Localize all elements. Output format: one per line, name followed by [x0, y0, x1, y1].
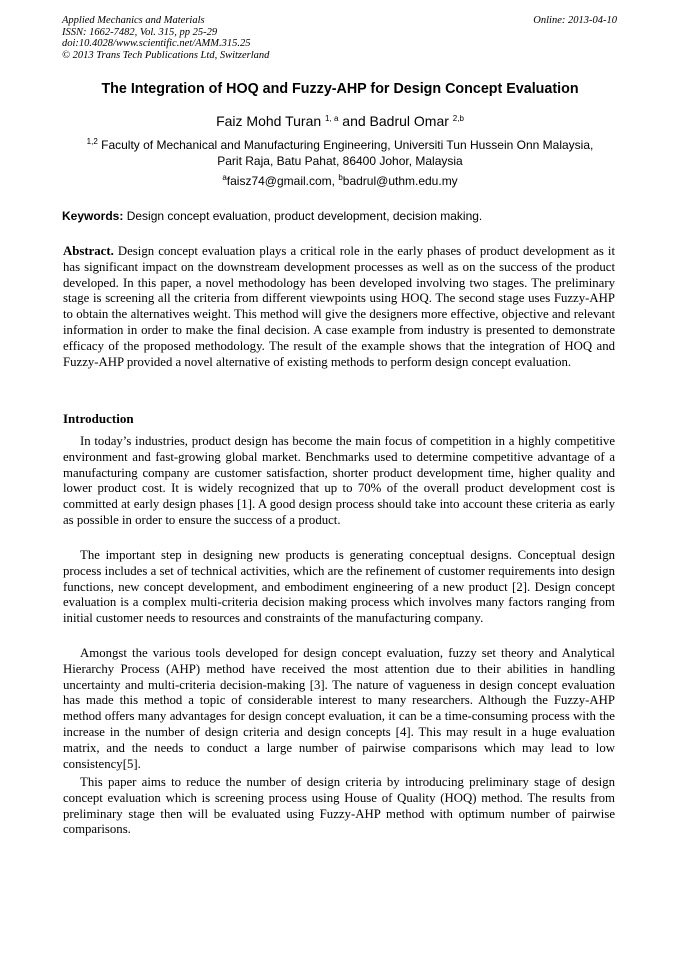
author-name: Badrul Omar [369, 113, 449, 129]
affiliation-line: Faculty of Mechanical and Manufacturing Engineering, Universiti Tun Hussein Onn Malaysia, [101, 138, 594, 152]
email-superscript: a [222, 173, 227, 182]
issn-line: ISSN: 1662-7482, Vol. 315, pp 25-29 [62, 26, 218, 38]
author-name: Faiz Mohd Turan [216, 113, 322, 129]
abstract-text: Design concept evaluation plays a critical role in the early phases of product development as it has significant impact on the downstream development processes as well as on the success of the product developed. In this paper, a novel methodology has been developed involving two stages. The preliminary stage is screening all the criteria from different viewpoints using HOQ. The second stage uses Fuzzy-AHP to obtain the alternatives weight. This method will give the designers more effective, objective and relevant information in order to make the final decision. A case example from industry is presented to demonstrate efficacy of the proposed methodology. The result of the example shows that the integration of HOQ and Fuzzy-AHP provided a novel alternative of existing methods to perform design concept evaluation. [63, 244, 616, 369]
journal-header [62, 15, 617, 61]
body-paragraph: Amongst the various tools developed for design concept evaluation, fuzzy set theory and Analytical Hierarchy Process (AHP) method have received the most attention due to their abilities in handling uncertainty and multi-criteria decision-making [3]. The nature of vagueness in design concept evaluation has made this method a topic of considerable interest to many researchers. Although the Fuzzy-AHP method offers many advantages for design concept evaluation, it can be a time-consuming process with the increase in the number of design criteria and design concepts [4]. This may result in a huge evaluation matrix, and the needs to conduct a large number of pairwise comparisons which may lead to low consistency[5]. [63, 646, 615, 771]
online-date: Online: 2013-04-10 [533, 15, 617, 26]
body-paragraph: The important step in designing new products is generating conceptual designs. Conceptual design process includes a set of technical activities, which are the refinement of customer requirements into design functions, new concept development, and embodiment engineering of a new product [2]. Design concept evaluation is a complex multi-criteria decision making process which involves many factors ranging from initial customer needs to resources and constraints of the manufacturing company. [63, 548, 615, 626]
section-heading-introduction: Introduction [63, 411, 134, 426]
doi-line: doi:10.4028/www.scientific.net/AMM.315.25 [62, 38, 251, 49]
author-superscript: 1, a [325, 114, 339, 123]
abstract-label: Abstract. [63, 244, 114, 258]
keywords-text: Design concept evaluation, product development, decision making. [126, 209, 483, 223]
keywords-label: Keywords: [62, 209, 124, 223]
paper-title: The Integration of HOQ and Fuzzy-AHP for Design Concept Evaluation [101, 81, 579, 97]
journal-name: Applied Mechanics and Materials [62, 15, 205, 26]
author-superscript: 2,b [452, 114, 464, 123]
author-conjunction: and [342, 113, 366, 129]
affiliation-superscript: 1,2 [86, 137, 98, 146]
abstract [63, 244, 615, 370]
body-paragraph: This paper aims to reduce the number of design criteria by introducing preliminary stage of design concept evaluation which is screening process using House of Quality (HOQ) method. The results from preliminary stage then will be evaluated using Fuzzy-AHP method with optimum number of pairwise comparisons. [63, 775, 615, 837]
email-link[interactable]: badrul@uthm.edu.my [342, 174, 458, 188]
affiliation [40, 137, 640, 169]
affiliation-line: Parit Raja, Batu Pahat, 86400 Johor, Malaysia [217, 154, 463, 168]
email-link[interactable]: faisz74@gmail.com, [226, 174, 335, 188]
email-superscript: b [338, 173, 343, 182]
body-paragraph: In today’s industries, product design has become the main focus of competition in a highly competitive environment and fast-growing global market. Benchmarks used to determine competitive advantage of a manufacturing company are customer satisfaction, shorter product development time, higher quality and lower product cost. It is widely recognized that up to 70% of the overall product development cost is committed at early design phases [1]. A good design process should take into account these criteria as early as possible in order to ensure the success of a product. [63, 434, 615, 527]
author-line [40, 113, 640, 129]
keywords [62, 209, 617, 223]
copyright-line: © 2013 Trans Tech Publications Ltd, Switzerland [62, 49, 270, 61]
email-line [40, 174, 640, 188]
